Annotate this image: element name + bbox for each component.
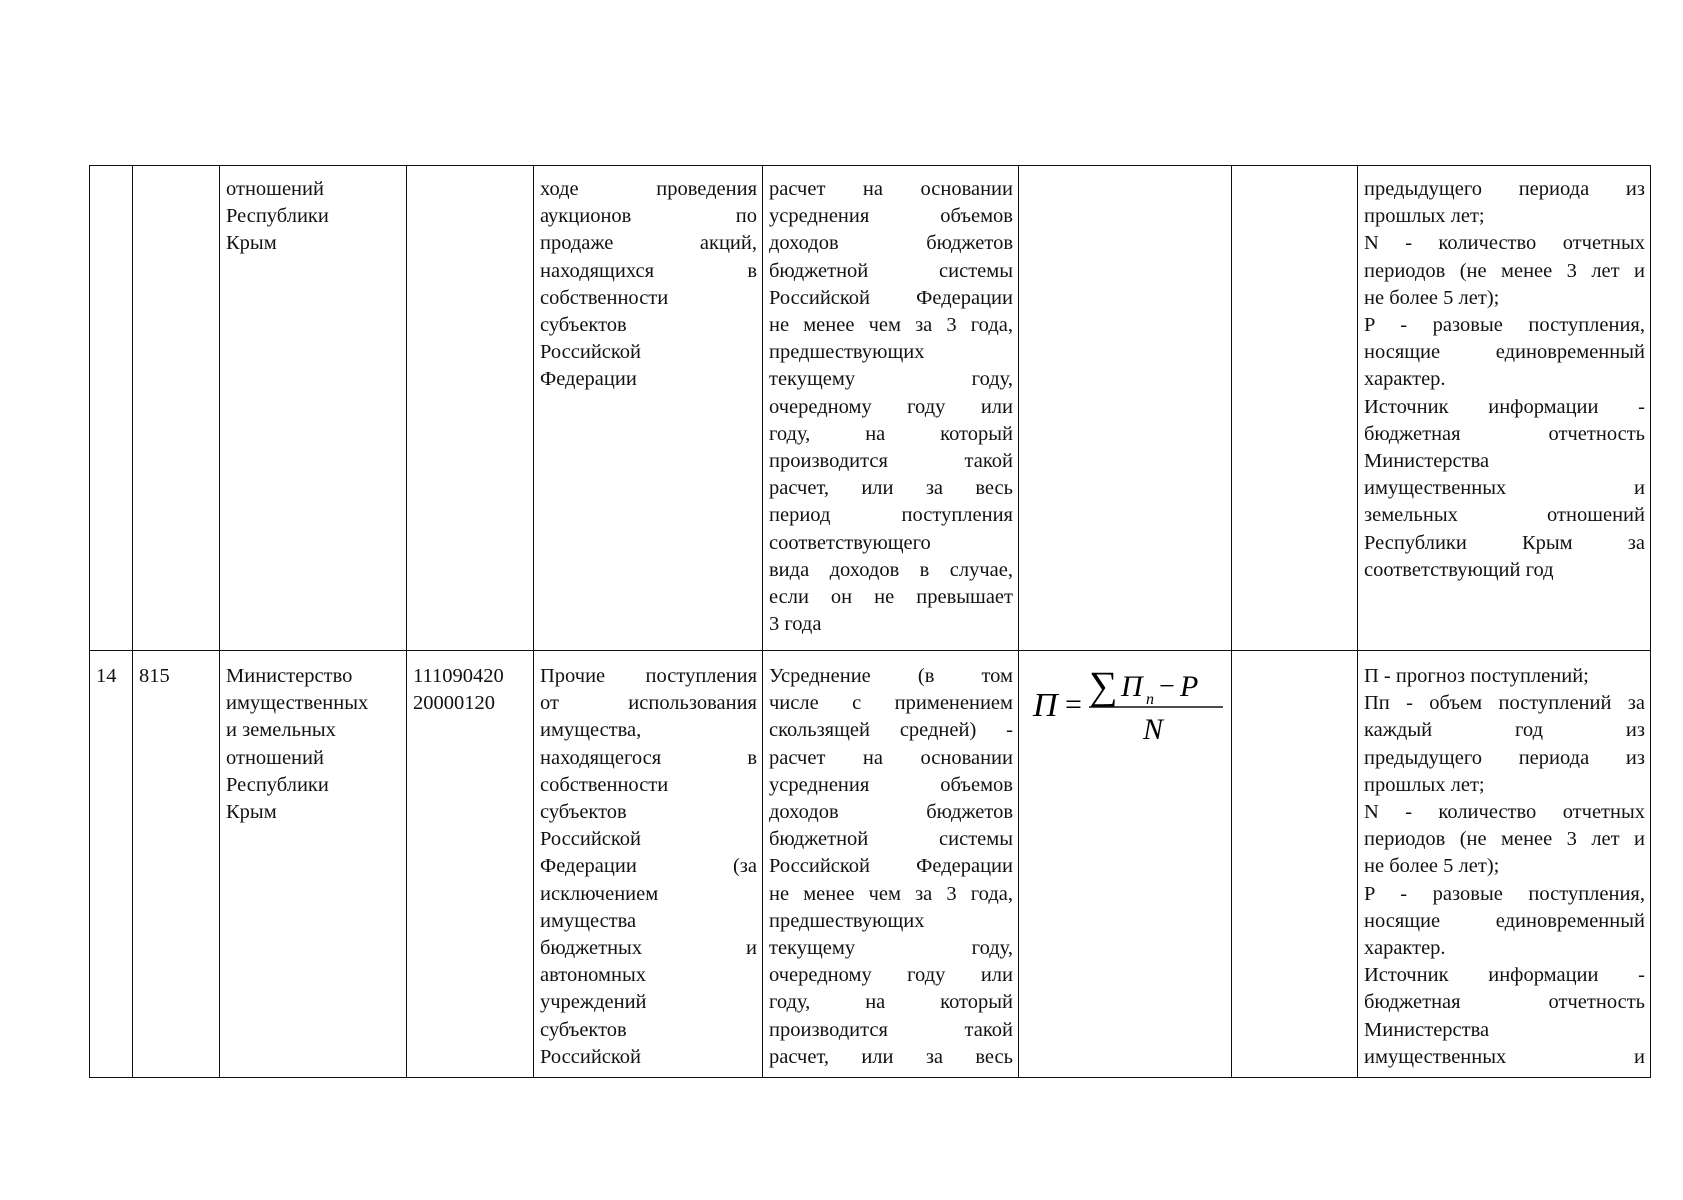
text-line: земельных отношений — [1364, 504, 1645, 527]
text-line: текущему году, — [769, 937, 1013, 960]
text-line: бюджетной системы — [769, 828, 1013, 851]
cell-text — [769, 176, 1013, 638]
text-line: 20000120 — [413, 692, 495, 715]
text-line: Российской Федерации — [769, 286, 1013, 309]
cell-indicator-description — [1358, 651, 1651, 1078]
text-line: имущества, — [540, 719, 642, 742]
text-line: аукционов по — [540, 205, 757, 228]
cell-forecast-method — [763, 651, 1019, 1078]
text-line: Российской — [540, 1045, 642, 1068]
cell-row-number — [90, 651, 133, 1078]
text-line: Российской — [540, 828, 642, 851]
admin-code: 815 — [139, 665, 170, 687]
text-line: расчет, или за весь — [769, 477, 1013, 500]
text-line: усреднения объемов — [769, 773, 1013, 796]
text-line: производится такой — [769, 450, 1013, 473]
text-line: бюджетных и — [540, 937, 757, 960]
text-line: N - количество отчетных — [1364, 232, 1645, 255]
formula-p: P — [1180, 670, 1199, 703]
text-line: производится такой — [769, 1018, 1013, 1041]
cell-text — [226, 663, 401, 826]
text-line: расчет на основании — [769, 746, 1013, 769]
cell-admin-code — [133, 166, 220, 651]
formula-numerator-var: П — [1121, 670, 1143, 703]
formula-subscript: n — [1146, 691, 1154, 708]
text-line: Источник информации - — [1364, 395, 1645, 418]
text-line: Российской — [540, 341, 642, 364]
formula-lhs: П — [1033, 687, 1058, 724]
text-line: Республики — [226, 205, 329, 228]
text-line: периодов (не менее 3 лет и — [1364, 828, 1645, 851]
text-line: Республики Крым за — [1364, 531, 1645, 554]
cell-text — [1364, 176, 1645, 584]
text-line: не менее чем за 3 года, — [769, 882, 1013, 905]
text-line: собственности — [540, 286, 669, 309]
text-line: предыдущего периода из — [1364, 178, 1645, 200]
text-line: расчет на основании — [769, 178, 1013, 200]
text-line: 3 года — [769, 613, 822, 636]
formula-denominator: N — [1143, 713, 1164, 743]
text-line: характер. — [1364, 368, 1446, 391]
table-row — [90, 651, 1651, 1078]
formula-minus: − — [1159, 671, 1175, 702]
text-line: имущественных — [226, 692, 369, 715]
text-line: доходов бюджетов — [769, 801, 1013, 824]
text-line: собственности — [540, 773, 669, 796]
text-line: P - разовые поступления, — [1364, 882, 1645, 905]
text-line: Прочие поступления — [540, 665, 757, 687]
text-line: каждый год из — [1364, 719, 1645, 742]
cell-algorithm — [1232, 166, 1358, 651]
text-line: соответствующего — [769, 531, 931, 554]
text-line: исключением — [540, 882, 659, 905]
cell-text — [540, 663, 757, 1071]
formula-equals: = — [1065, 688, 1082, 721]
text-line: не менее чем за 3 года, — [769, 314, 1013, 337]
text-line: числе с применением — [769, 692, 1013, 715]
text-line: предшествующих — [769, 341, 925, 364]
text-line: и земельных — [226, 719, 336, 742]
text-line: прошлых лет; — [1364, 773, 1485, 796]
text-line: текущему году, — [769, 368, 1013, 391]
text-line: предыдущего периода из — [1364, 746, 1645, 769]
text-line: соответствующий год — [1364, 558, 1554, 581]
text-line: предшествующих — [769, 909, 925, 932]
cell-income-name — [534, 166, 763, 651]
text-line: P - разовые поступления, — [1364, 314, 1645, 337]
cell-text — [540, 176, 757, 394]
text-line: продаже акций, — [540, 232, 757, 255]
text-line: бюджетной системы — [769, 259, 1013, 282]
text-line: Министерство — [226, 665, 353, 687]
text-line: если он не превышает — [769, 586, 1013, 609]
text-line: бюджетная отчетность — [1364, 422, 1645, 445]
text-line: имущественных и — [1364, 477, 1645, 500]
text-line: автономных — [540, 964, 647, 987]
text-line: очередному году или — [769, 964, 1013, 987]
text-line: не более 5 лет); — [1364, 286, 1500, 309]
text-line: Пп - объем поступлений за — [1364, 692, 1645, 715]
text-line: учреждений — [540, 991, 647, 1014]
text-line: вида доходов в случае, — [769, 558, 1013, 581]
text-line: Источник информации - — [1364, 964, 1645, 987]
cell-text — [1364, 663, 1645, 1071]
average-formula — [1025, 663, 1225, 743]
text-line: году, на который — [769, 991, 1013, 1014]
text-line: доходов бюджетов — [769, 232, 1013, 255]
income-forecast-table — [89, 165, 1651, 1078]
text-line: Крым — [226, 801, 277, 824]
cell-text — [769, 663, 1013, 1071]
text-line: характер. — [1364, 937, 1446, 960]
text-line: году, на который — [769, 422, 1013, 445]
text-line: Федерации — [540, 368, 637, 391]
cell-administrator-name — [220, 651, 407, 1078]
cell-admin-code — [133, 651, 220, 1078]
cell-income-name — [534, 651, 763, 1078]
text-line: 111090420 — [413, 665, 504, 687]
text-line: отношений — [226, 178, 324, 200]
cell-text — [226, 176, 401, 258]
cell-kbk-code — [407, 651, 534, 1078]
cell-algorithm — [1232, 651, 1358, 1078]
cell-row-number — [90, 166, 133, 651]
text-line: Республики — [226, 773, 329, 796]
text-line: имущественных и — [1364, 1045, 1645, 1068]
text-line: бюджетная отчетность — [1364, 991, 1645, 1014]
text-line: не более 5 лет); — [1364, 855, 1500, 878]
text-line: Федерации (за — [540, 855, 757, 878]
formula-sigma: ∑ — [1089, 663, 1118, 708]
row-number: 14 — [96, 665, 117, 687]
text-line: N - количество отчетных — [1364, 801, 1645, 824]
text-line: очередному году или — [769, 395, 1013, 418]
cell-kbk-code — [407, 166, 534, 651]
cell-forecast-method — [763, 166, 1019, 651]
cell-formula — [1019, 166, 1232, 651]
text-line: находящегося в — [540, 746, 757, 769]
text-line: Усреднение (в том — [769, 665, 1013, 687]
text-line: Крым — [226, 232, 277, 255]
text-line: от использования — [540, 692, 757, 715]
text-line: скользящей средней) - — [769, 719, 1013, 742]
text-line: периодов (не менее 3 лет и — [1364, 259, 1645, 282]
text-line: расчет, или за весь — [769, 1045, 1013, 1068]
text-line: период поступления — [769, 504, 1013, 527]
text-line: субъектов — [540, 801, 627, 824]
text-line: субъектов — [540, 314, 627, 337]
text-line: прошлых лет; — [1364, 205, 1485, 228]
text-line: Министерства — [1364, 1018, 1490, 1041]
text-line: ходе проведения — [540, 178, 757, 200]
text-line: носящие единовременный — [1364, 909, 1645, 932]
cell-text — [413, 663, 528, 717]
text-line: отношений — [226, 746, 324, 769]
cell-formula — [1019, 651, 1232, 1078]
table-row-continued — [90, 166, 1651, 651]
text-line: находящихся в — [540, 259, 757, 282]
cell-indicator-description — [1358, 166, 1651, 651]
text-line: имущества — [540, 909, 637, 932]
text-line: субъектов — [540, 1018, 627, 1041]
text-line: Министерства — [1364, 450, 1490, 473]
cell-administrator-name — [220, 166, 407, 651]
text-line: П - прогноз поступлений; — [1364, 665, 1589, 687]
text-line: носящие единовременный — [1364, 341, 1645, 364]
text-line: Российской Федерации — [769, 855, 1013, 878]
text-line: усреднения объемов — [769, 205, 1013, 228]
